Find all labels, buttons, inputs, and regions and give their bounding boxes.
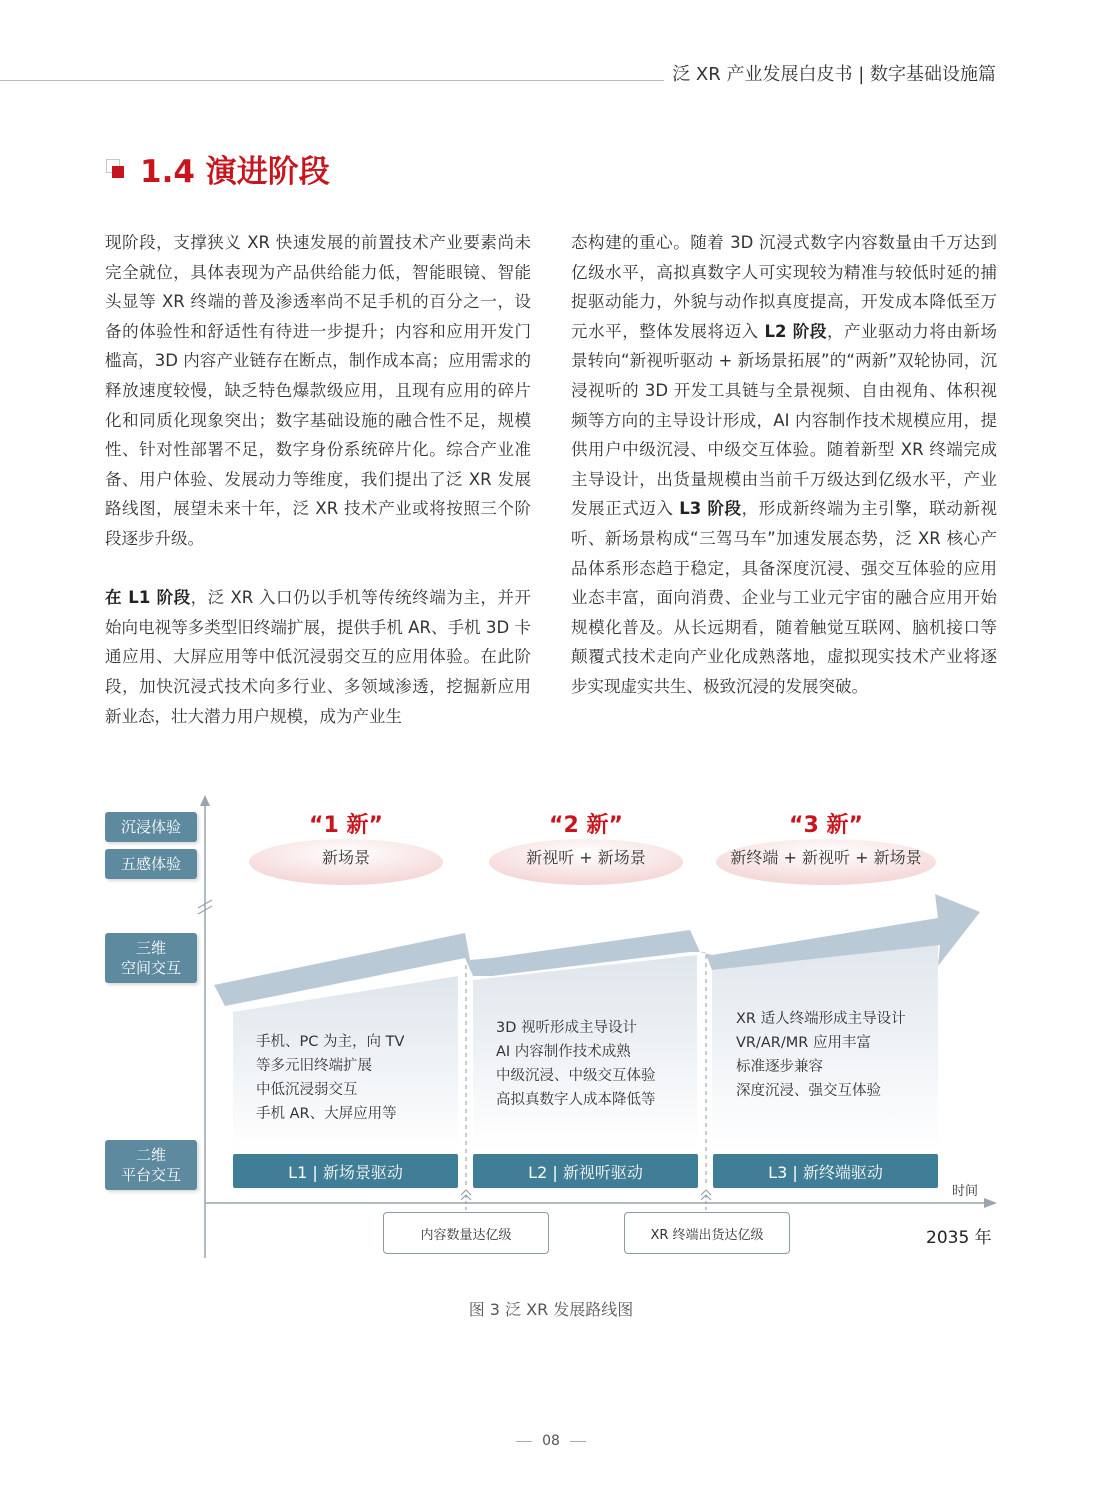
stage-bullet: 手机、PC 为主，向 TV <box>256 1034 405 1050</box>
chevron-up-icon <box>701 1190 711 1195</box>
y-label-2d <box>105 1140 197 1190</box>
stage-1-bar: L1 | 新场景驱动 <box>233 1154 458 1188</box>
y-label-line: 二维 <box>135 1146 166 1164</box>
milestone-terminal: XR 终端出货达亿级 <box>624 1212 790 1254</box>
section-heading <box>106 146 330 191</box>
section-marker-icon <box>106 159 126 179</box>
stage-lead: 在 L1 阶段 <box>105 588 191 608</box>
body-column-right <box>571 228 997 731</box>
page-number: 08 <box>542 1433 560 1449</box>
footer-dash <box>570 1441 586 1442</box>
stage-number: “2 新” <box>549 813 623 838</box>
x-axis-arrow-icon <box>984 1198 997 1208</box>
y-label-immersive: 沉浸体验 <box>105 812 197 842</box>
stage-1-head <box>266 808 426 868</box>
stage-bullet: XR 适人终端形成主导设计 <box>736 1011 906 1027</box>
stage-bullet: 中低沉浸弱交互 <box>256 1082 358 1098</box>
stage-subtitle: 新视听 + 新场景 <box>526 848 646 867</box>
section-title: 1.4 演进阶段 <box>140 154 330 190</box>
footer-dash <box>516 1441 532 1442</box>
stage-1-body <box>256 1030 404 1126</box>
y-axis-arrow-icon <box>200 795 210 806</box>
body-column-left <box>105 228 531 761</box>
stage-3-body <box>736 1007 906 1103</box>
paragraph <box>571 228 997 702</box>
paragraph-text: ，形成新终端为主引擎，联动新视听、新场景构成“三驾马车”加速发展态势，泛 XR 核心产品体系形态趋于稳定，具备深度沉浸、强交互体验的应用业态丰富，面向消费、企业与工业元宇宙的融合应用开始规模化普及。从长远期看，随着触觉互联网、脑机接口等颠覆式技术走向产业化成熟落地，虚拟现实技术产业将逐步实现虚实共生、极致沉浸的发展突破。 <box>571 499 997 696</box>
stage-bullet: 高拟真数字人成本降低等 <box>496 1092 656 1108</box>
stage-number: “3 新” <box>789 813 863 838</box>
stage-bullet: 3D 视听形成主导设计 <box>496 1020 637 1036</box>
running-header: 泛 XR 产业发展白皮书 | 数字基础设施篇 <box>672 64 996 85</box>
stage-2-bar: L2 | 新视听驱动 <box>473 1154 698 1188</box>
stage-3-bar: L3 | 新终端驱动 <box>713 1154 938 1188</box>
paragraph-text: ，泛 XR 入口仍以手机等传统终端为主，并开始向电视等多类型旧终端扩展，提供手机 AR、手机 3D 卡通应用、大屏应用等中低沉浸弱交互的应用体验。在此阶段，加快沉浸式技术向多行业、多领域渗透，挖掘新应用新业态，壮大潜力用户规模，成为产业生 <box>105 588 531 726</box>
figure-caption: 图 3 泛 XR 发展路线图 <box>468 1300 634 1319</box>
y-label-line: 平台交互 <box>120 1166 181 1184</box>
y-label-line: 空间交互 <box>120 959 181 977</box>
stage-bullet: 中级沉浸、中级交互体验 <box>496 1068 656 1084</box>
y-label-line: 三维 <box>135 939 166 957</box>
header-rule <box>0 80 664 81</box>
stage-bullet: 手机 AR、大屏应用等 <box>256 1106 397 1122</box>
paragraph-text: ，产业驱动力将由新场景转向“新视听驱动 + 新场景拓展”的“两新”双轮协同，沉浸视听的 3D 开发工具链与全景视频、自由视角、体积视频等方向的主导设计形成，AI 内容制作技术规模应用，提供用户中级沉浸、中级交互体验。随着新型 XR 终端完成主导设计，出货量规模由当前千万级达到亿级水平，产业发展正式迈入 <box>571 321 997 519</box>
stage-bullet: 等多元旧终端扩展 <box>256 1058 372 1074</box>
page-footer <box>0 1433 1102 1449</box>
paragraph: 现阶段，支撑狭义 XR 快速发展的前置技术产业要素尚未完全就位，具体表现为产品供给能力低，智能眼镜、智能头显等 XR 终端的普及渗透率尚不足手机的百分之一，设备的体验性和舒适性有待进一步提升；内容和应用开发门槛高，3D 内容产业链存在断点，制作成本高；应用需求的释放速度较慢，缺乏特色爆款级应用，且现有应用的碎片化和同质化现象突出；数字基础设施的融合性不足，规模性、针对性部署不足，数字身份系统碎片化。综合产业准备、用户体验、发展动力等维度，我们提出了泛 XR 发展路线图，展望未来十年，泛 XR 技术产业或将按照三个阶段逐步升级。 <box>105 233 531 548</box>
stage-bullet: AI 内容制作技术成熟 <box>496 1044 631 1060</box>
stage-lead: L2 阶段 <box>764 321 827 341</box>
chevron-up-icon <box>461 1190 471 1195</box>
roadmap-diagram <box>100 790 1010 1270</box>
stage-lead: L3 阶段 <box>679 499 742 519</box>
milestone-content: 内容数量达亿级 <box>383 1212 549 1254</box>
stage-2-head <box>486 808 686 868</box>
year-label: 2035 年 <box>926 1228 992 1248</box>
stage-2-body <box>496 1016 656 1112</box>
y-label-five-senses: 五感体验 <box>105 849 197 879</box>
stage-subtitle: 新场景 <box>321 848 370 867</box>
y-label-3d <box>105 933 197 983</box>
stage-bullet: VR/AR/MR 应用丰富 <box>736 1035 871 1051</box>
paragraph <box>105 583 531 731</box>
stage-subtitle: 新终端 + 新视听 + 新场景 <box>730 848 922 867</box>
stage-3-head <box>706 808 946 868</box>
stage-bullet: 深度沉浸、强交互体验 <box>736 1083 881 1099</box>
x-axis-label: 时间 <box>952 1184 979 1199</box>
stage-bullet: 标准逐步兼容 <box>736 1059 823 1075</box>
paragraph-text: 态构建的重心。随着 3D 沉浸式数字内容数量由千万达到亿级水平，高拟真数字人可实现较为精准与较低时延的捕捉驱动能力，外貌与动作拟真度提高，开发成本降低至万元水平，整体发展将迈入 <box>571 233 997 341</box>
stage-number: “1 新” <box>309 813 383 838</box>
